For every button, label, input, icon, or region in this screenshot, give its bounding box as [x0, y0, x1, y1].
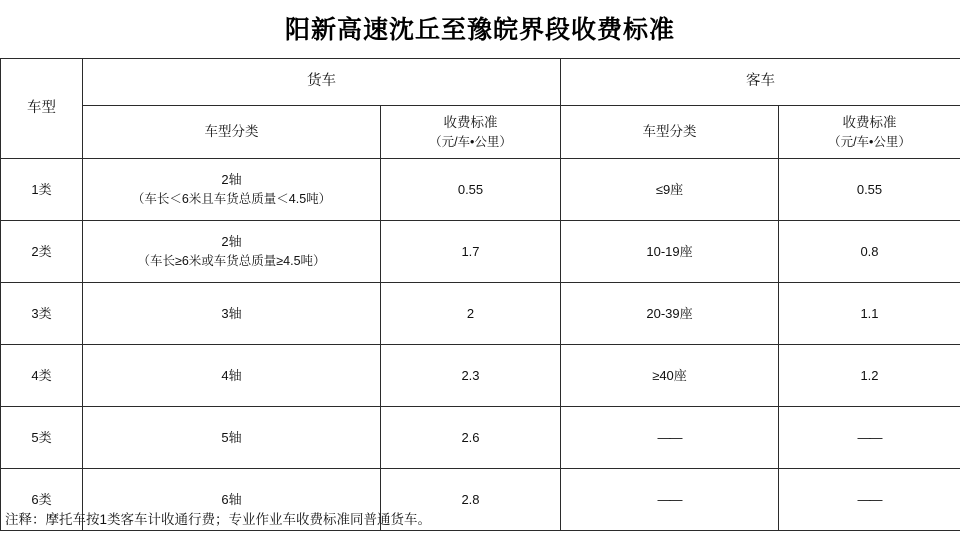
cell-bus-class: 10-19座 — [561, 221, 779, 283]
dash-placeholder: —— — [657, 491, 682, 507]
header-bus-fee — [779, 106, 960, 159]
cell-truck-class: 5轴 — [83, 407, 381, 469]
table-row — [1, 221, 960, 283]
cell-truck-class-line2: （车长≥6米或车货总质量≥4.5吨） — [137, 253, 326, 268]
cell-bus-fee — [779, 407, 960, 469]
dash-placeholder: —— — [857, 491, 882, 507]
cell-vehicle-type: 5类 — [1, 407, 83, 469]
header-group-bus: 客车 — [561, 59, 960, 106]
header-vehicle-type: 车型 — [1, 59, 83, 159]
table-row — [1, 407, 960, 469]
dash-placeholder: —— — [657, 429, 682, 445]
cell-truck-class — [83, 221, 381, 283]
cell-bus-fee: 1.2 — [779, 345, 960, 407]
cell-bus-class: ≤9座 — [561, 159, 779, 221]
cell-truck-fee: 2.8 — [381, 469, 561, 531]
cell-truck-class: 6轴 — [83, 469, 381, 531]
cell-truck-fee: 0.55 — [381, 159, 561, 221]
cell-vehicle-type: 6类 — [1, 469, 83, 531]
cell-truck-class — [83, 159, 381, 221]
cell-vehicle-type: 1类 — [1, 159, 83, 221]
cell-truck-fee: 1.7 — [381, 221, 561, 283]
cell-truck-class: 4轴 — [83, 345, 381, 407]
table-row — [1, 283, 960, 345]
cell-bus-fee: 0.8 — [779, 221, 960, 283]
cell-vehicle-type: 3类 — [1, 283, 83, 345]
cell-truck-class-line1: 2轴 — [221, 172, 242, 188]
cell-truck-fee: 2.6 — [381, 407, 561, 469]
table-row — [1, 159, 960, 221]
table-row — [1, 345, 960, 407]
header-truck-class-line1: 车型分类 — [204, 123, 259, 139]
header-truck-class — [83, 106, 381, 159]
page-title: 阳新高速沈丘至豫皖界段收费标准 — [284, 16, 675, 44]
cell-bus-class — [561, 407, 779, 469]
cell-vehicle-type: 2类 — [1, 221, 83, 283]
cell-truck-class-line1: 2轴 — [221, 234, 242, 250]
cell-vehicle-type: 4类 — [1, 345, 83, 407]
header-group-truck: 货车 — [83, 59, 561, 106]
cell-bus-fee — [779, 469, 960, 531]
cell-bus-fee: 1.1 — [779, 283, 960, 345]
toll-standard-table — [0, 58, 960, 531]
cell-bus-fee: 0.55 — [779, 159, 960, 221]
header-truck-fee-line2: （元/车•公里） — [429, 134, 512, 149]
cell-truck-class-line2: （车长＜6米且车货总质量＜4.5吨） — [131, 191, 332, 206]
table-header-sub-row — [1, 106, 960, 159]
cell-bus-class: ≥40座 — [561, 345, 779, 407]
footnote: 注释：摩托车按1类客车计收通行费；专业作业车收费标准同普通货车。 — [5, 512, 432, 527]
header-truck-fee — [381, 106, 561, 159]
table-header-group-row — [1, 59, 960, 106]
header-bus-class-line1: 车型分类 — [642, 123, 697, 139]
cell-truck-fee: 2.3 — [381, 345, 561, 407]
cell-truck-fee: 2 — [381, 283, 561, 345]
header-bus-fee-line1: 收费标准 — [842, 114, 897, 130]
cell-truck-class: 3轴 — [83, 283, 381, 345]
cell-bus-class: 20-39座 — [561, 283, 779, 345]
header-truck-fee-line1: 收费标准 — [443, 114, 498, 130]
cell-bus-class — [561, 469, 779, 531]
dash-placeholder: —— — [857, 429, 882, 445]
header-bus-fee-line2: （元/车•公里） — [828, 134, 911, 149]
header-bus-class — [561, 106, 779, 159]
